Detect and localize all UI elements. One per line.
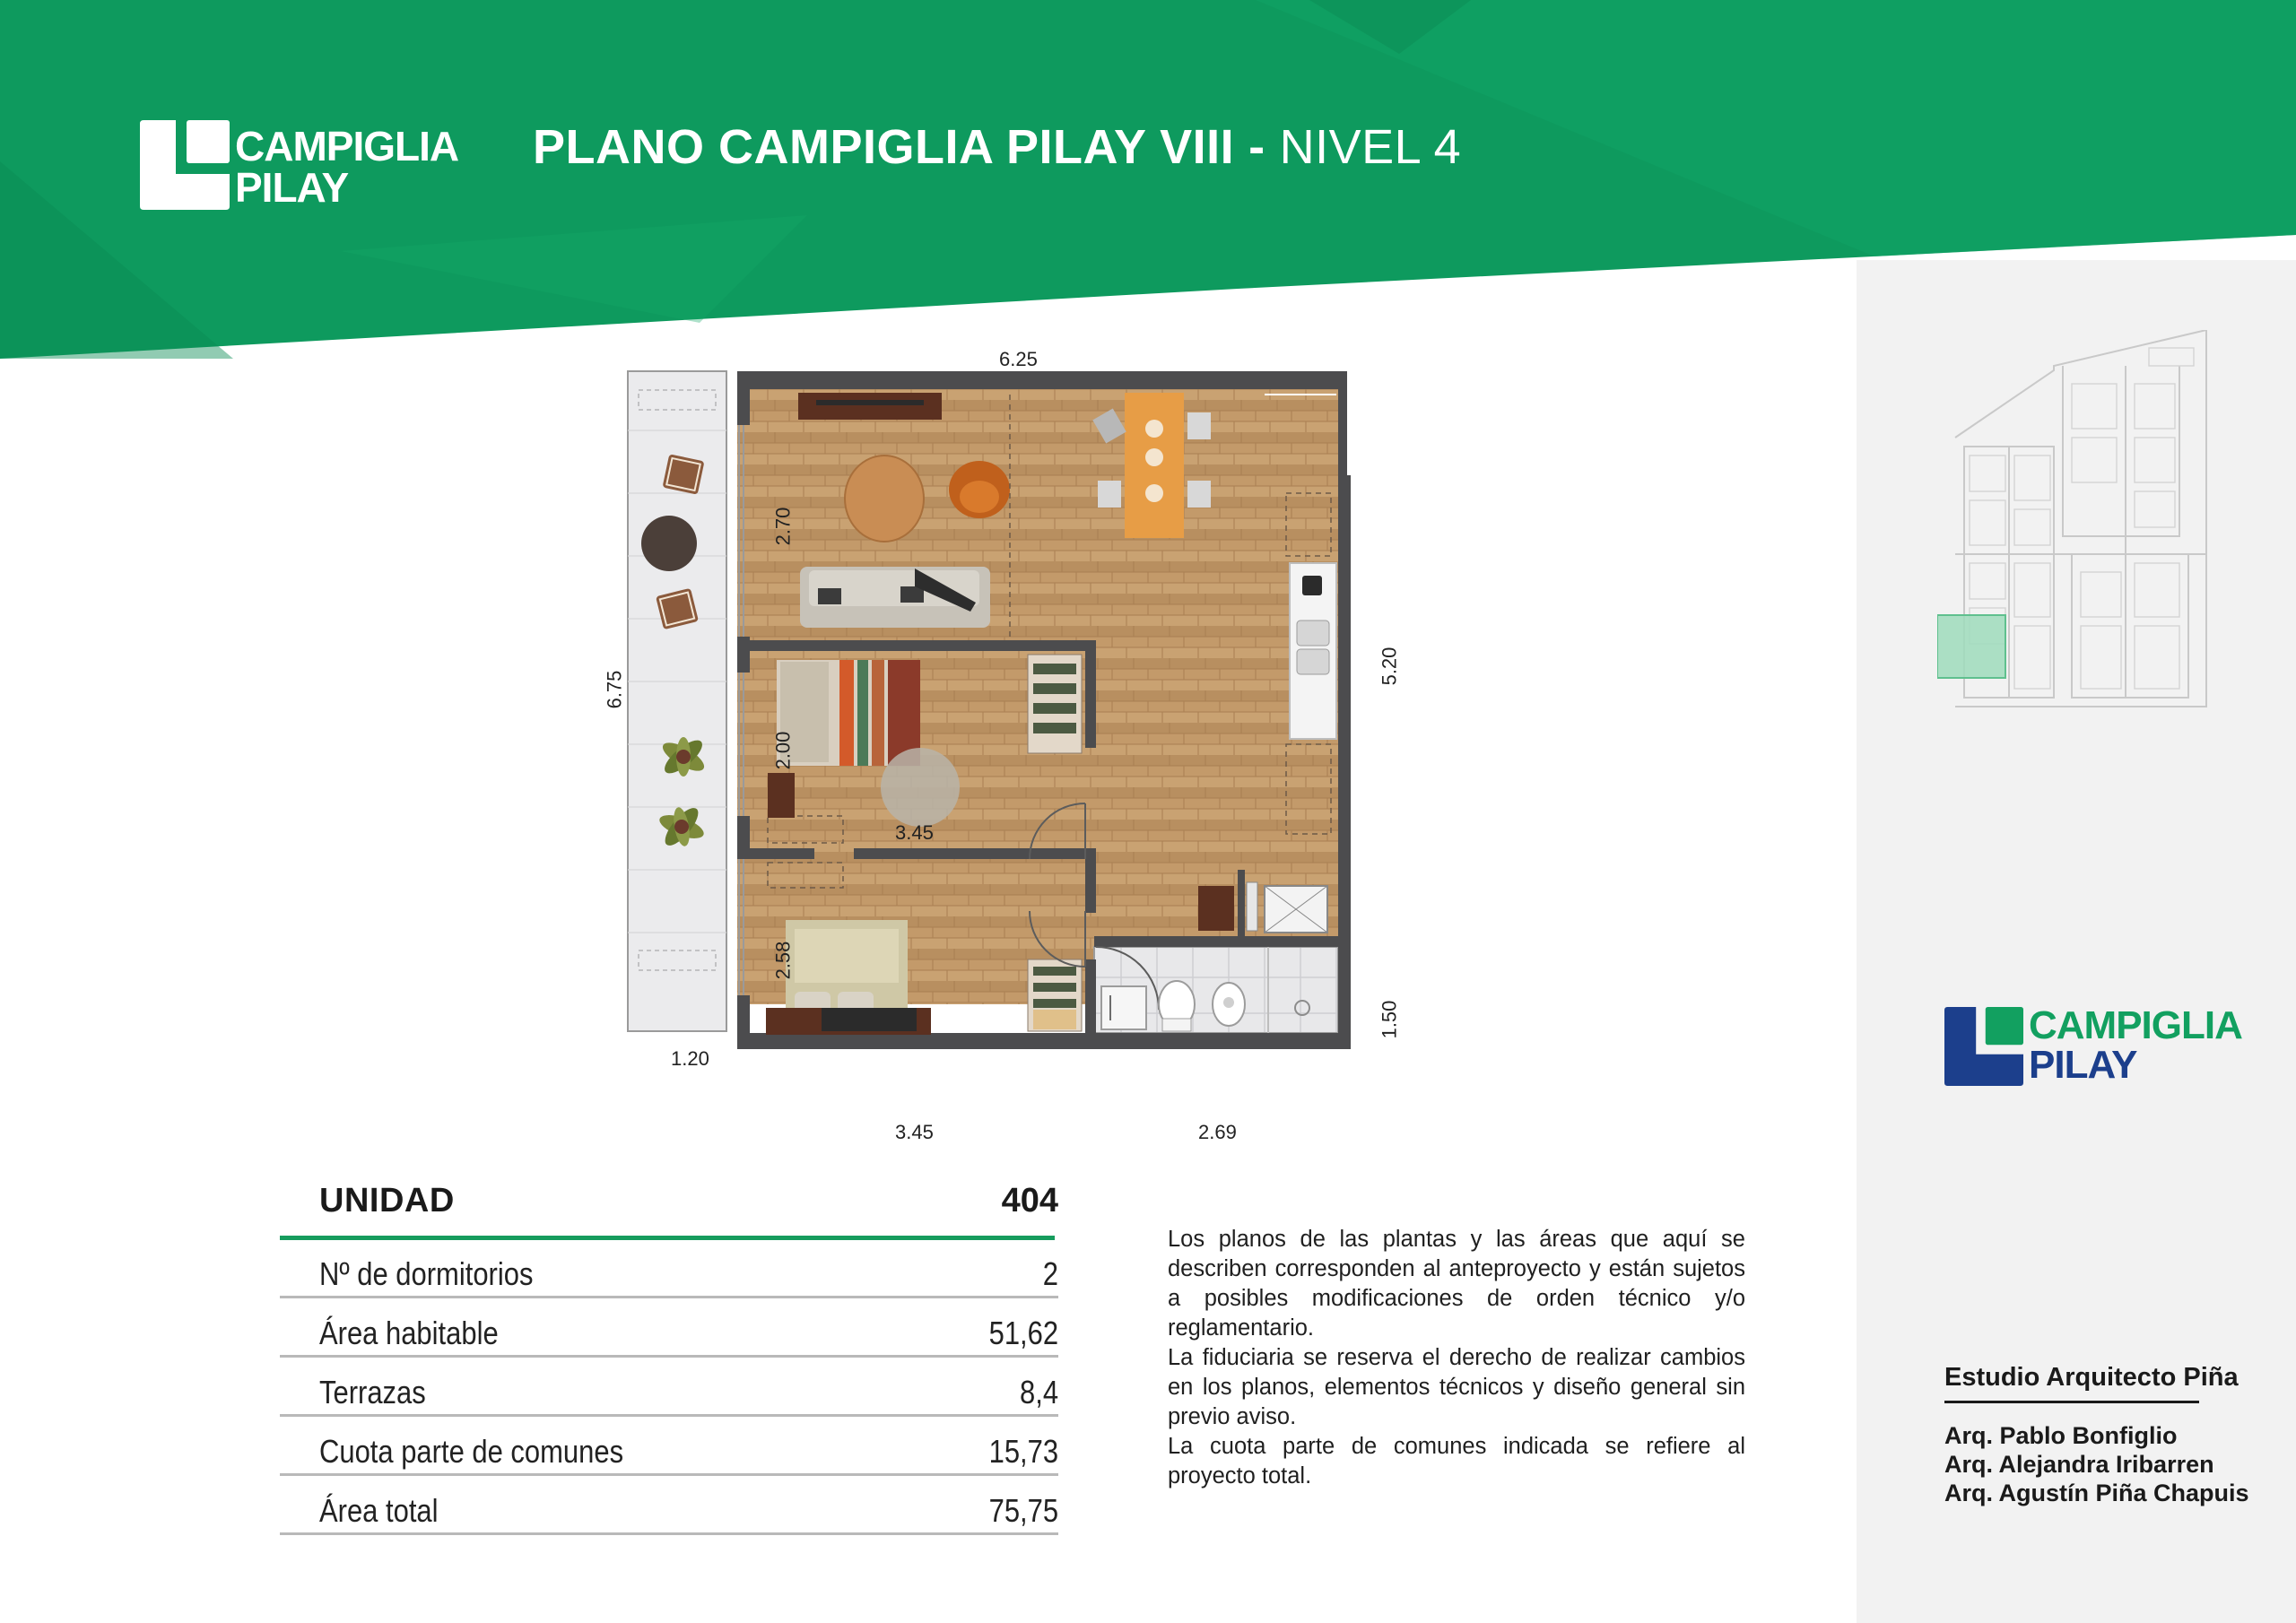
- sidebar-logo-text-line1: CAMPIGLIA: [2029, 1003, 2242, 1047]
- sofa: [800, 567, 990, 628]
- row-label: Cuota parte de comunes: [319, 1433, 624, 1470]
- header-logo-mark: [140, 120, 230, 210]
- dim-bottom-left: 3.45: [895, 1121, 934, 1143]
- dim-bedroom2-height: 2.58: [771, 941, 795, 980]
- dim-right-upper: 5.20: [1378, 647, 1401, 686]
- title-separator: -: [1248, 120, 1265, 174]
- wardrobe-1: [1028, 655, 1082, 753]
- dim-bedroom1-width: 3.45: [895, 821, 934, 844]
- architect-name: Arq. Alejandra Iribarren: [1944, 1451, 2214, 1478]
- disclaimer-paragraph: Los planos de las plantas y las áreas que aquí se describen corresponden al anteproyecto y están sujetos a posibles modificaciones de orden técnico y/o reglamentario.: [1168, 1227, 1745, 1341]
- table-row: [280, 1298, 1058, 1358]
- kitchen-counter: [1290, 563, 1336, 739]
- architect-name: Arq. Pablo Bonfiglio: [1944, 1422, 2178, 1449]
- dim-top-width: 6.25: [999, 348, 1038, 370]
- dim-balcony-width: 1.20: [671, 1047, 709, 1070]
- header-logo-text-line2: PILAY: [235, 164, 349, 211]
- studio-title: Estudio Arquitecto Piña: [1944, 1363, 2239, 1392]
- row-label: Área habitable: [319, 1315, 499, 1351]
- row-label: Nº de dormitorios: [319, 1255, 534, 1292]
- balcony-chair: [662, 454, 704, 494]
- row-value: 75,75: [988, 1492, 1058, 1529]
- header-logo-text-line1: CAMPIGLIA: [235, 123, 459, 169]
- dim-left-height: 6.75: [603, 670, 626, 709]
- unit-table-header: [280, 1175, 1058, 1234]
- dim-right-lower: 1.50: [1378, 1000, 1401, 1039]
- row-value: 15,73: [988, 1433, 1058, 1470]
- row-value: 2: [1042, 1255, 1058, 1292]
- key-plan: [1937, 330, 2215, 712]
- title-level: NIVEL 4: [1279, 120, 1462, 174]
- wardrobe-2: [1028, 959, 1082, 1031]
- row-value: 51,62: [988, 1315, 1058, 1351]
- tv-console: [798, 393, 942, 420]
- dim-bottom-right: 2.69: [1198, 1121, 1237, 1143]
- disclaimer-paragraph: La fiduciaria se reserva el derecho de realizar cambios en los planos, elementos técnicos y diseño general sin previo aviso.: [1168, 1345, 1745, 1429]
- table-row: [280, 1358, 1058, 1417]
- armchair: [949, 461, 1010, 518]
- title-bold: PLANO CAMPIGLIA PILAY VIII: [533, 120, 1235, 174]
- sidebar-logo-mark: [1944, 1006, 2023, 1087]
- studio-divider: [1944, 1401, 2199, 1403]
- architect-name: Arq. Agustín Piña Chapuis: [1944, 1480, 2249, 1506]
- floor-plan: [619, 368, 1363, 1121]
- sidebar-logo-text-line2: PILAY: [2029, 1043, 2137, 1087]
- table-row: [280, 1476, 1058, 1535]
- unit-label: UNIDAD: [319, 1182, 455, 1219]
- disclaimer-text: [1168, 1225, 1745, 1491]
- table-row: [280, 1417, 1058, 1476]
- row-label: Terrazas: [319, 1374, 426, 1410]
- row-label: Área total: [319, 1492, 439, 1529]
- table-row: [280, 1239, 1058, 1298]
- dim-living-height: 2.70: [771, 507, 795, 546]
- page-title: [533, 119, 1461, 175]
- row-value: 8,4: [1019, 1374, 1058, 1410]
- unit-number: 404: [1001, 1182, 1058, 1219]
- coffee-table: [845, 456, 924, 542]
- balcony-table: [641, 516, 697, 571]
- dim-bedroom1-height: 2.00: [771, 731, 795, 770]
- disclaimer-paragraph: La cuota parte de comunes indicada se refiere al proyecto total.: [1168, 1434, 1745, 1488]
